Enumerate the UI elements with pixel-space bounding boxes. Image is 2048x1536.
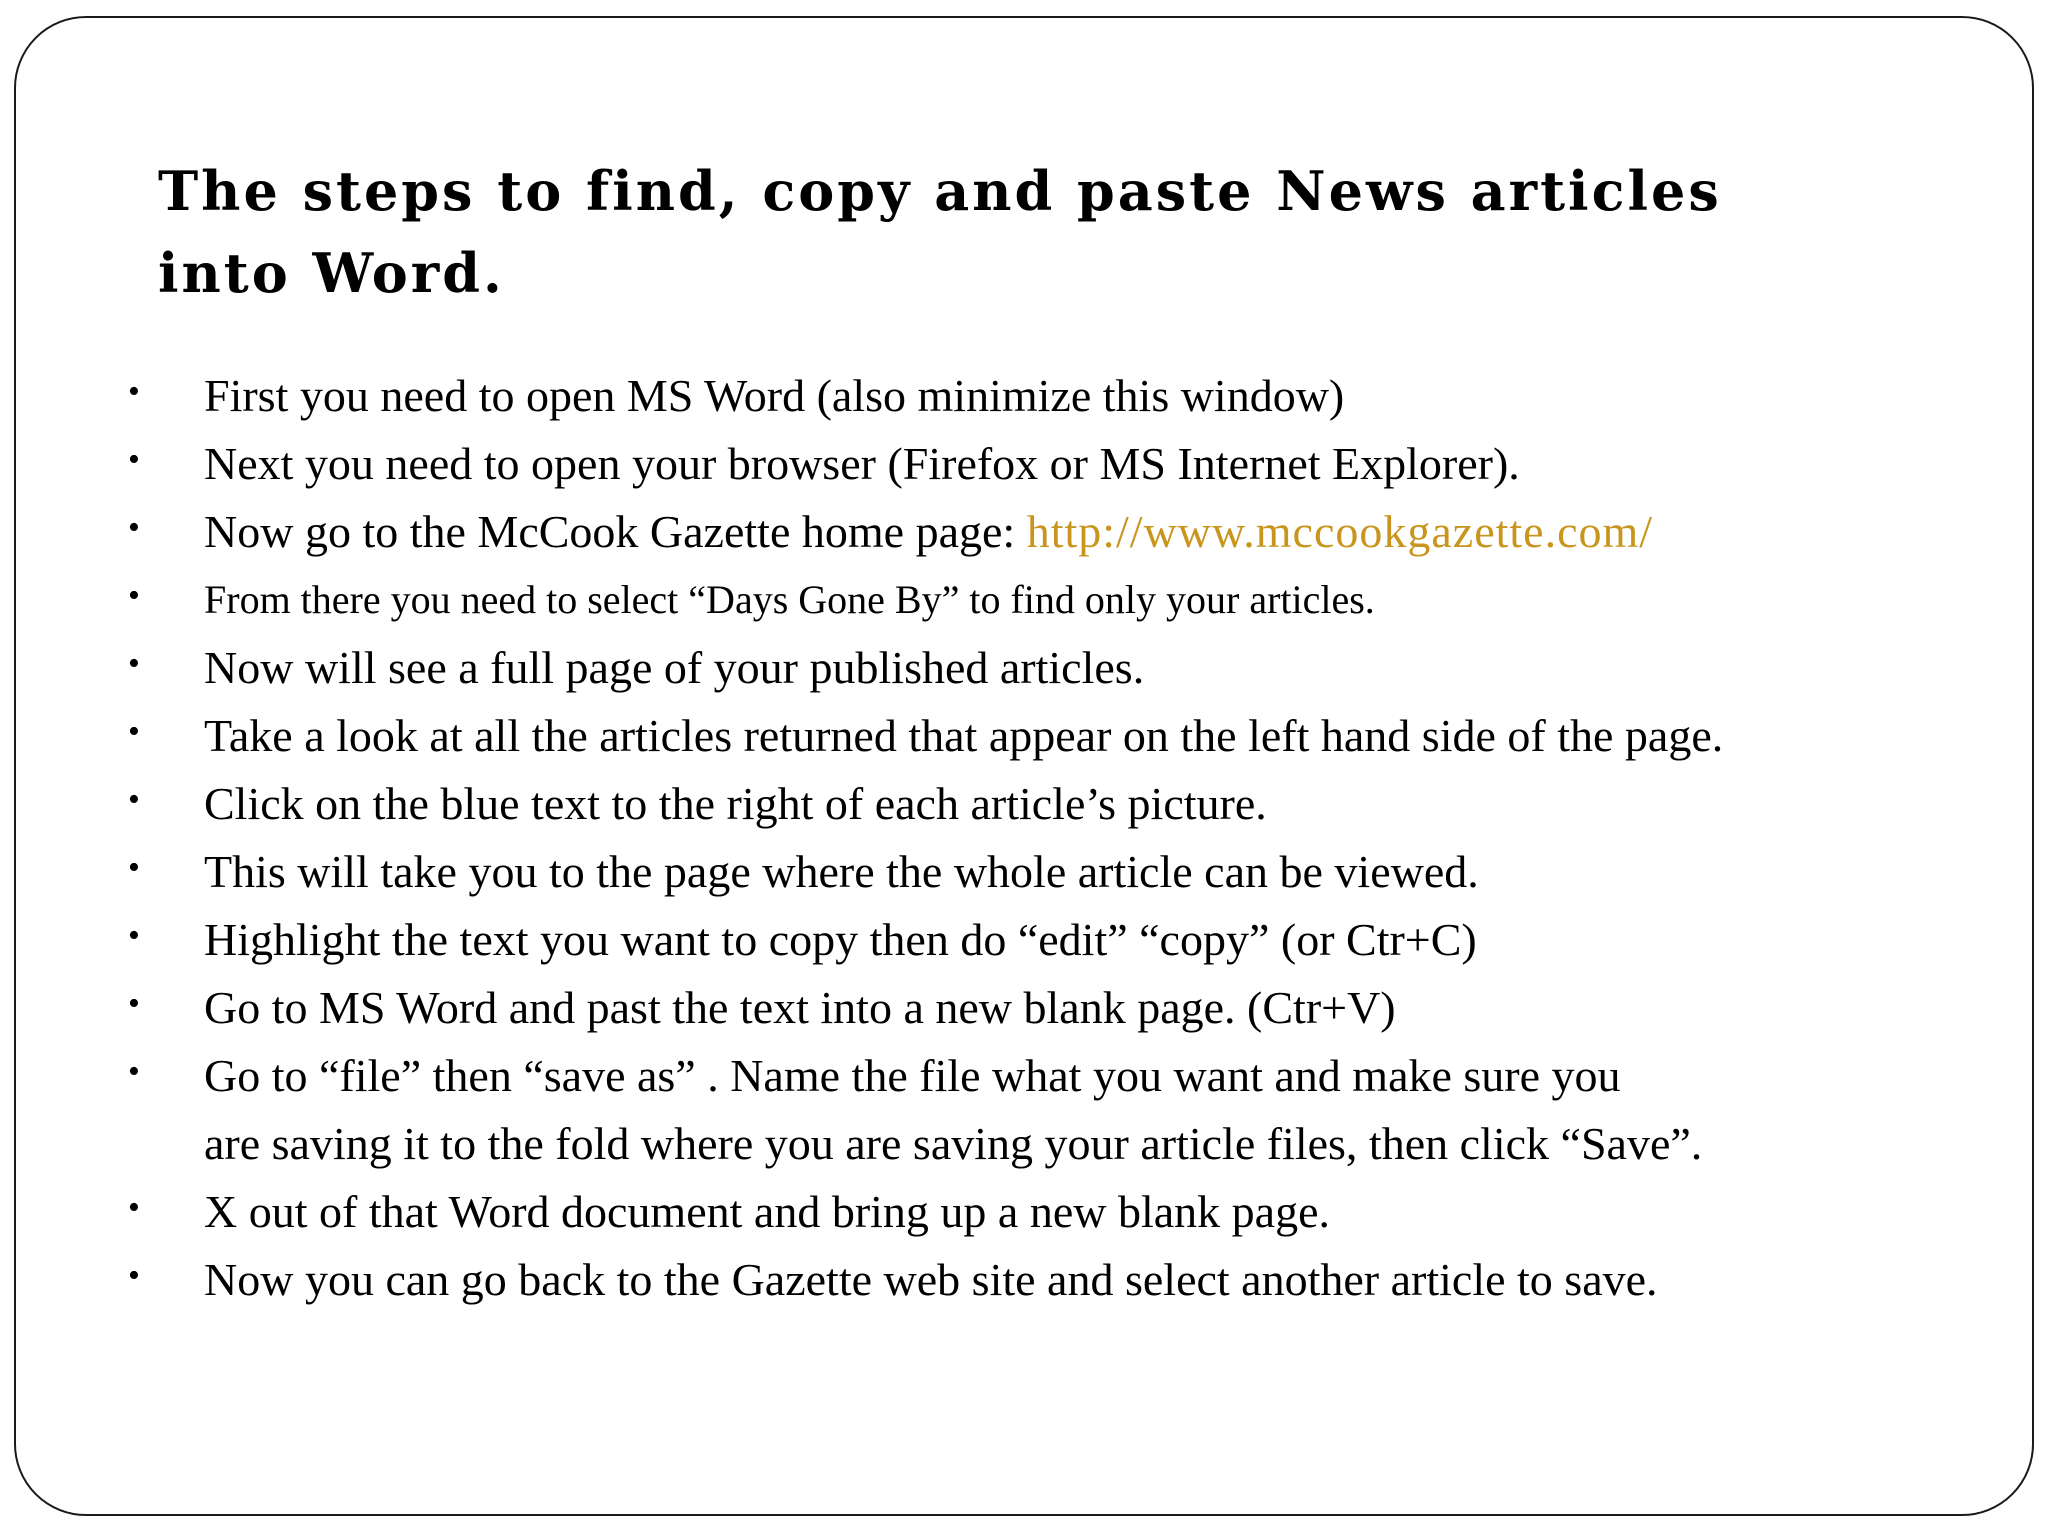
- bullet-icon: •: [128, 985, 140, 1022]
- step-text: From there you need to select “Days Gone By” to find only your articles.: [204, 577, 1375, 622]
- step-text: This will take you to the page where the whole article can be viewed.: [204, 846, 1479, 897]
- step-text: Click on the blue text to the right of each article’s picture.: [204, 778, 1267, 829]
- bullet-icon: •: [128, 373, 140, 410]
- step-item-8: [0, 838, 2048, 906]
- step-text: Take a look at all the articles returned that appear on the left hand side of the page.: [204, 710, 1724, 761]
- step-text: Now go to the McCook Gazette home page:: [204, 506, 1027, 557]
- step-text: Go to “file” then “save as” . Name the file what you want and make sure you: [204, 1050, 1621, 1101]
- bullet-icon: •: [128, 509, 140, 546]
- step-item-10: [0, 974, 2048, 1042]
- step-item-7: [0, 770, 2048, 838]
- bullet-icon: •: [128, 849, 140, 886]
- step-item-13: [0, 1246, 2048, 1314]
- slide-title: The steps to find, copy and paste News articles into Word.: [158, 159, 1722, 305]
- bullet-icon: •: [128, 1189, 140, 1226]
- step-text: Highlight the text you want to copy then do “edit” “copy” (or Ctr+C): [204, 914, 1477, 965]
- step-item-3: [0, 498, 2048, 566]
- step-text: First you need to open MS Word (also minimize this window): [204, 370, 1345, 421]
- bullet-icon: •: [128, 645, 140, 682]
- step-item-6: [0, 702, 2048, 770]
- bullet-icon: •: [128, 781, 140, 818]
- step-text: Now will see a full page of your published articles.: [204, 642, 1145, 693]
- step-text: Now you can go back to the Gazette web site and select another article to save.: [204, 1254, 1658, 1305]
- bullet-icon: •: [128, 1053, 140, 1090]
- bullet-icon: •: [128, 713, 140, 750]
- step-item-2: [0, 430, 2048, 498]
- step-text-continuation: are saving it to the fold where you are saving your article files, then click “Save”.: [204, 1118, 1703, 1169]
- step-item-11: [0, 1042, 2048, 1178]
- step-text: X out of that Word document and bring up a new blank page.: [204, 1186, 1331, 1237]
- gazette-link[interactable]: http://www.mccookgazette.com/: [1026, 506, 1654, 557]
- bullet-icon: •: [128, 1257, 140, 1294]
- step-item-4: [0, 566, 2048, 634]
- bullet-icon: •: [128, 441, 140, 478]
- step-text: Next you need to open your browser (Firefox or MS Internet Explorer).: [204, 438, 1520, 489]
- bullet-icon: •: [128, 577, 140, 614]
- step-item-5: [0, 634, 2048, 702]
- step-item-9: [0, 906, 2048, 974]
- step-item-12: [0, 1178, 2048, 1246]
- step-item-1: [0, 362, 2048, 430]
- bullet-icon: •: [128, 917, 140, 954]
- steps-list: [0, 362, 2048, 1314]
- step-text: Go to MS Word and past the text into a new blank page. (Ctr+V): [204, 982, 1396, 1033]
